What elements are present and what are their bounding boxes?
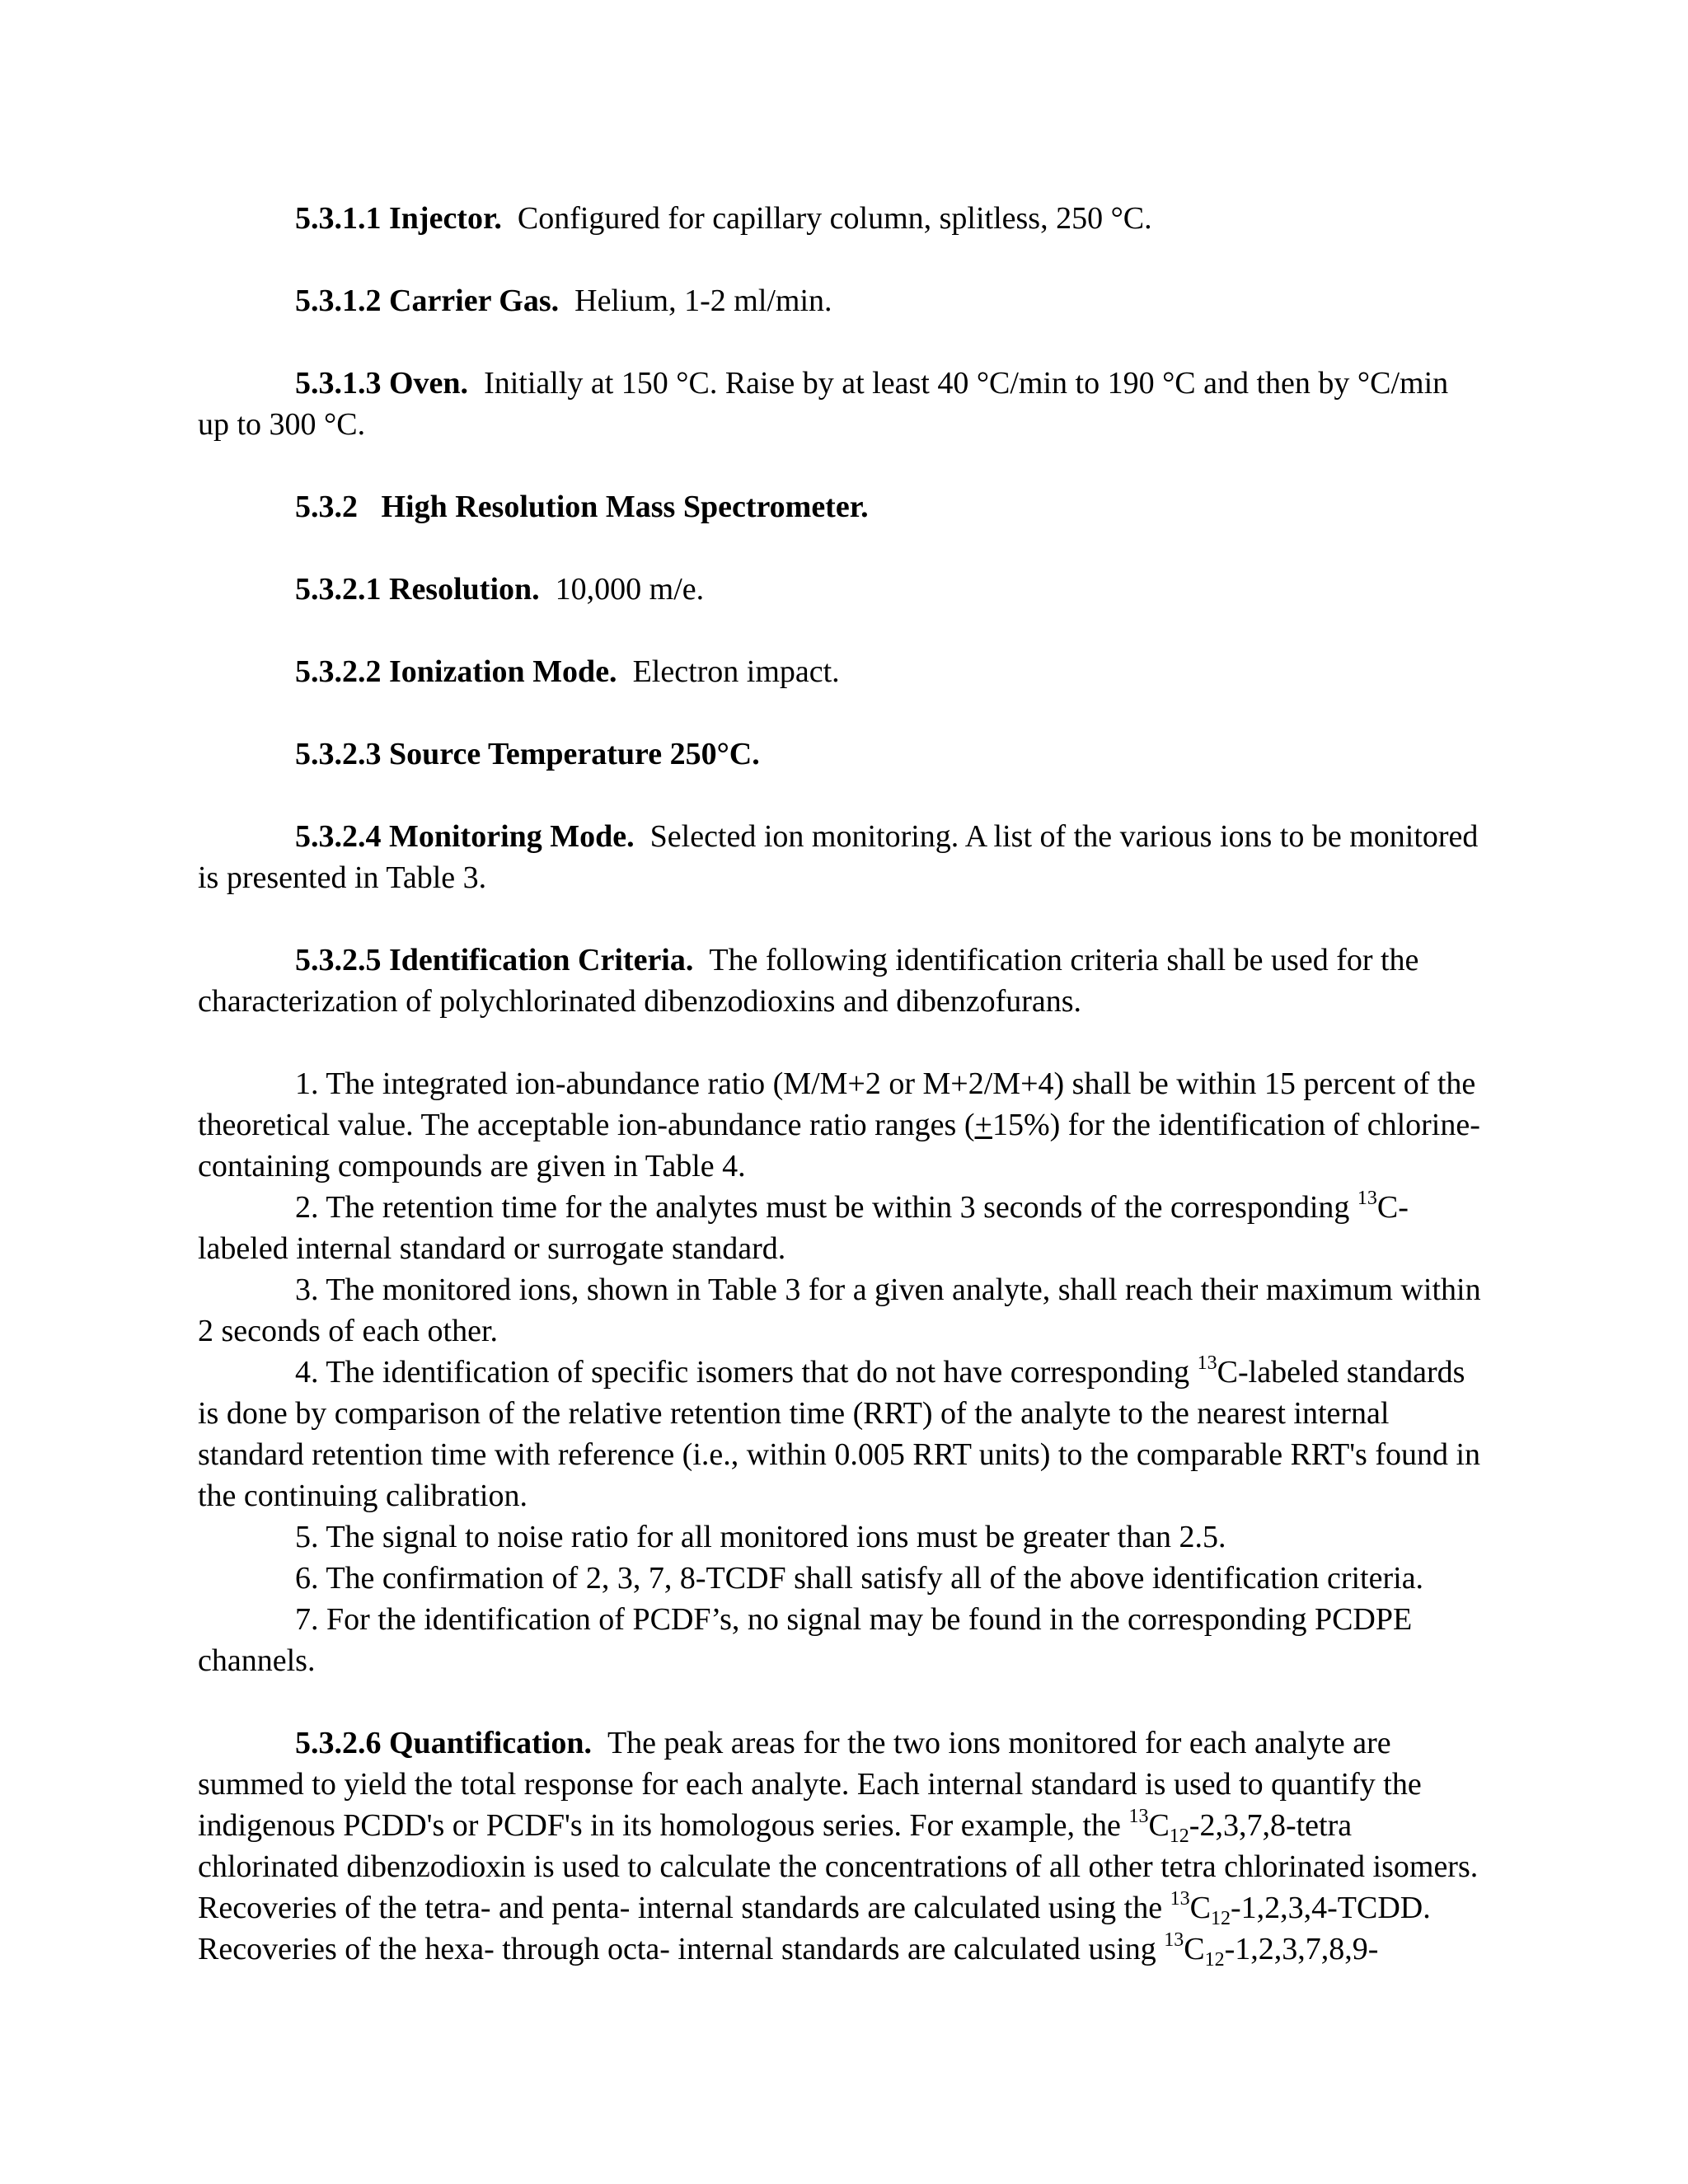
isotope-superscript: 13 xyxy=(1128,1806,1149,1827)
section-heading: 5.3.1.1 Injector. xyxy=(295,201,502,236)
list-item: 1. The integrated ion-abundance ratio (M/M+2 or M+2/M+4) shall be within 15 percent of the theoretical value. The acceptable ion-abundance ratio ranges (+15%) for the identification of chlorine-containing compounds are given in Table 4. xyxy=(198,1066,1480,1183)
section-text: Selected ion monitoring. A list of the various ions to be monitored is presented in Table 3. xyxy=(198,819,1479,895)
section-heading: 5.3.2.2 Ionization Mode. xyxy=(295,654,617,689)
identification-criteria-list xyxy=(198,1063,1484,1681)
section-5-3-2-1 xyxy=(198,569,1484,610)
isotope-superscript: 13 xyxy=(1357,1188,1377,1209)
section-text: Electron impact. xyxy=(632,654,840,689)
section-text: Initially at 150 °C. Raise by at least 40 °C/min to 190 °C and then by °C/min up to 300 °C. xyxy=(198,366,1449,442)
list-item: 5. The signal to noise ratio for all monitored ions must be greater than 2.5. xyxy=(295,1520,1226,1554)
section-heading: 5.3.2.3 Source Temperature 250°C. xyxy=(295,737,760,771)
section-5-3-2 xyxy=(198,486,1484,527)
isotope-subscript: 12 xyxy=(1210,1908,1231,1929)
isotope-superscript: 13 xyxy=(1170,1888,1190,1910)
section-text: The following identification criteria shall be used for the characterization of polychlorinated dibenzodioxins and dibenzofurans. xyxy=(198,943,1419,1019)
section-heading: 5.3.2.4 Monitoring Mode. xyxy=(295,819,635,854)
plus-minus-symbol: + xyxy=(974,1108,992,1142)
isotope-subscript: 12 xyxy=(1169,1825,1189,1847)
section-5-3-2-2 xyxy=(198,651,1484,692)
section-5-3-2-5 xyxy=(198,940,1484,1022)
section-heading: 5.3.2.6 Quantification. xyxy=(295,1726,592,1760)
list-item: 2. The retention time for the analytes must be within 3 seconds of the corresponding $^{13}$C-labeled internal standard or surrogate standard. xyxy=(198,1188,1409,1266)
section-heading: 5.3.2.5 Identification Criteria. xyxy=(295,943,694,977)
list-item: 4. The identification of specific isomers that do not have corresponding $^{13}$C-labeled standards is done by comparison of the relative retention time (RRT) of the analyte to the nearest internal standard retention time with reference (i.e., within 0.005 RRT units) to the comparable RRT's found in the continuing calibration. xyxy=(198,1352,1481,1513)
section-heading: 5.3.1.3 Oven. xyxy=(295,366,469,401)
list-item: 6. The confirmation of 2, 3, 7, 8-TCDF shall satisfy all of the above identification criteria. xyxy=(295,1561,1424,1596)
section-5-3-1-2 xyxy=(198,280,1484,321)
section-heading: 5.3.2.1 Resolution. xyxy=(295,572,540,607)
section-heading: 5.3.2 High Resolution Mass Spectrometer. xyxy=(295,490,869,524)
section-5-3-1-1 xyxy=(198,198,1484,239)
isotope-subscript: 12 xyxy=(1204,1949,1225,1971)
list-item: 7. For the identification of PCDF’s, no signal may be found in the corresponding PCDPE channels. xyxy=(198,1602,1413,1678)
section-heading: 5.3.1.2 Carrier Gas. xyxy=(295,284,560,318)
section-text: Helium, 1-2 ml/min. xyxy=(574,284,832,318)
list-item: 3. The monitored ions, shown in Table 3 for a given analyte, shall reach their maximum within 2 seconds of each other. xyxy=(198,1272,1481,1348)
section-5-3-2-4 xyxy=(198,816,1484,898)
section-5-3-2-6: 5.3.2.6 Quantification. The peak areas for the two ions monitored for each analyte are summed to yield the total response for each analyte. Each internal standard is used to quantify the indigenous PCDD's or PCDF's in its homologous series. For example, the $^{13}C_{12}-2,3,7,8$-tetra chlorinated dibenzodioxin is used to calculate the concentrations of all other tetra chlorinated isomers. Recoveries of the tetra- and penta- internal standards are calculated using the $^{13}C_{12}-1,2,3,4$-TCDD. Recoveries of the hexa- through octa- internal standards are calculated using $^{13}C_{12}-1,2,3,7,8,9-$ xyxy=(198,1726,1479,1971)
isotope-superscript: 13 xyxy=(1197,1352,1217,1374)
section-text: 10,000 m/e. xyxy=(555,572,705,607)
isotope-superscript: 13 xyxy=(1164,1929,1184,1951)
section-5-3-2-3 xyxy=(198,733,1484,775)
section-5-3-1-3 xyxy=(198,363,1484,445)
section-text: Configured for capillary column, splitless, 250 °C. xyxy=(517,201,1152,236)
